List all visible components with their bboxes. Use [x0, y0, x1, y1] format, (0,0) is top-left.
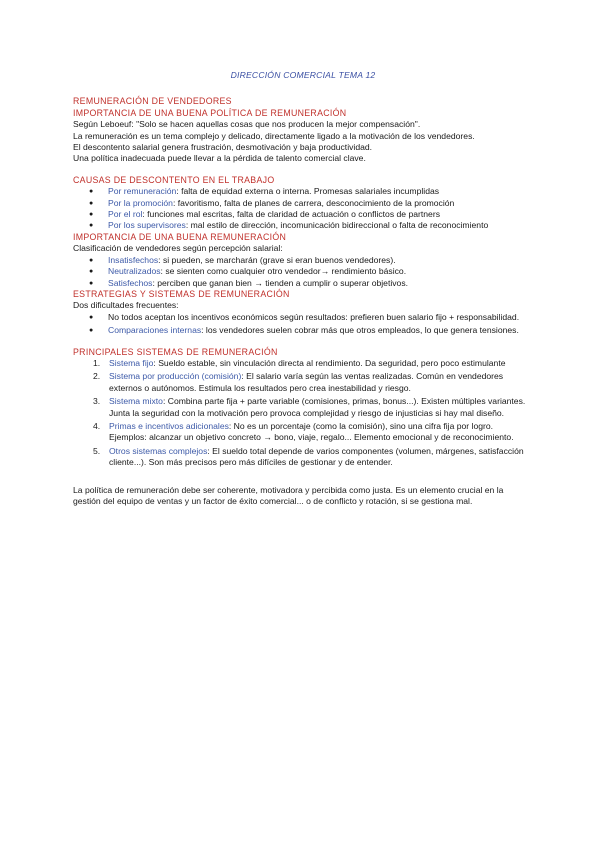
list-item	[83, 186, 533, 197]
item-text: : mal estilo de dirección, incomunicación bidireccional o falta de reconocimiento	[185, 220, 489, 231]
list-item	[83, 312, 533, 323]
causes-list	[73, 186, 533, 232]
section-causas	[73, 175, 533, 232]
paragraph-line: El descontento salarial genera frustración, desmotivación y baja productividad.	[73, 142, 373, 153]
list-item	[83, 209, 533, 220]
paragraph-line: Clasificación de vendedores según percepción salarial:	[73, 243, 283, 254]
item-label: Otros sistemas complejos	[109, 445, 208, 456]
item-label: Sistema mixto	[109, 396, 163, 407]
item-text: : los vendedores suelen cobrar más que otros empleados, lo que genera tensiones.	[201, 325, 519, 336]
conclusion-paragraph: La política de remuneración debe ser coherente, motivadora y percibida como justa. Es un elemento crucial en la gestión del equipo de ventas y un factor de éxito comercial... o de conflicto y rotación, si se gestiona mal.	[73, 484, 504, 506]
section-remuneracion	[73, 96, 533, 164]
item-text: : El salario varía según las ventas realizadas. Común en vendedores externos o autónomos. Estimula los resultados pero crea inestabilidad y riesgo.	[109, 371, 504, 393]
item-label: Comparaciones internas	[108, 325, 202, 336]
item-text: : falta de equidad externa o interna. Promesas salariales incumplidas	[176, 186, 440, 197]
document-title: DIRECCIÓN COMERCIAL TEMA 12	[230, 70, 376, 80]
section-subheading: IMPORTANCIA DE UNA BUENA POLÍTICA DE REMUNERACIÓN	[73, 107, 347, 118]
list-item	[93, 371, 533, 394]
difficulties-list	[73, 312, 533, 337]
item-text: : si pueden, se marcharán (grave si eran buenos vendedores).	[158, 254, 396, 265]
classification-list	[73, 255, 533, 289]
section-estrategias	[73, 289, 533, 337]
item-label: Por los supervisores	[108, 220, 186, 231]
section-heading: PRINCIPALES SISTEMAS DE REMUNERACIÓN	[73, 346, 278, 357]
item-number: 2.	[93, 371, 101, 382]
list-item	[83, 220, 533, 231]
list-item	[83, 255, 533, 266]
section-heading: CAUSAS DE DESCONTENTO EN EL TRABAJO	[73, 174, 275, 185]
item-text: : Combina parte fija + parte variable (comisiones, primas, bonus...). Existen múltiples variantes. Junta la seguridad con la motivación pero provoca complejidad y riesgo de injusticias si hay mal diseño.	[109, 396, 526, 418]
item-label: Sistema por producción (comisión)	[109, 371, 242, 382]
item-text: : El sueldo total depende de varios componentes (volumen, márgenes, satisfacción cliente...). Son más precisos pero más difíciles de gestionar y de entender.	[109, 445, 524, 468]
list-item	[83, 278, 533, 289]
item-text: : funciones mal escritas, falta de claridad de actuación o conflictos de partners	[142, 209, 440, 220]
paragraph-line: Según Leboeuf: "Solo se hacen aquellas cosas que nos producen la mejor compensación".	[73, 119, 421, 130]
item-number: 5.	[93, 445, 101, 456]
item-label: Por remuneración	[108, 186, 177, 197]
item-number: 3.	[93, 396, 101, 407]
item-label: Por la promoción	[108, 197, 173, 208]
list-item	[93, 446, 533, 469]
item-text: : Sueldo estable, sin vinculación directa al rendimiento. Da seguridad, pero poco estimulante	[153, 357, 506, 368]
list-item	[83, 266, 533, 277]
item-label: Primas e incentivos adicionales	[109, 420, 229, 431]
item-label: Por el rol	[108, 209, 143, 220]
section-sistemas	[73, 347, 533, 469]
item-label: Satisfechos	[108, 277, 153, 288]
list-item	[83, 198, 533, 209]
item-label: Neutralizados	[108, 266, 161, 277]
item-text: No todos aceptan los incentivos económicos según resultados: prefieren buen salario fijo + responsabilidad.	[108, 311, 520, 322]
systems-list	[73, 358, 533, 469]
list-item	[93, 358, 533, 369]
list-item	[93, 396, 533, 419]
item-number: 4.	[93, 420, 101, 431]
item-text: : favoritismo, falta de planes de carrera, desconocimiento de la promoción	[172, 197, 455, 208]
item-text: : se sienten como cualquier otro vendedor→ rendimiento básico.	[160, 266, 407, 277]
item-text: : No es un porcentaje (como la comisión), sino una cifra fija por logro. Ejemplos: alcanzar un objetivo concreto → bono, viaje, regalo... Elemento emocional y de reconocimiento.	[109, 420, 514, 443]
section-heading: ESTRATEGIAS Y SISTEMAS DE REMUNERACIÓN	[73, 288, 290, 299]
paragraph-line: Una política inadecuada puede llevar a la pérdida de talento comercial clave.	[73, 153, 366, 164]
section-heading: REMUNERACIÓN DE VENDEDORES	[73, 96, 232, 107]
section-importancia	[73, 232, 533, 289]
item-text: : perciben que ganan bien → tienden a cumplir o superar objetivos.	[152, 277, 409, 288]
document-page	[73, 70, 533, 507]
item-label: Sistema fijo	[109, 357, 154, 368]
list-item	[83, 325, 533, 336]
item-number: 1.	[93, 357, 101, 368]
paragraph-line: Dos dificultades frecuentes:	[73, 300, 179, 311]
section-heading: IMPORTANCIA DE UNA BUENA REMUNERACIÓN	[73, 231, 287, 242]
item-label: Insatisfechos	[108, 254, 159, 265]
paragraph-line: La remuneración es un tema complejo y delicado, directamente ligado a la motivación de los vendedores.	[73, 130, 475, 141]
list-item	[93, 421, 533, 444]
